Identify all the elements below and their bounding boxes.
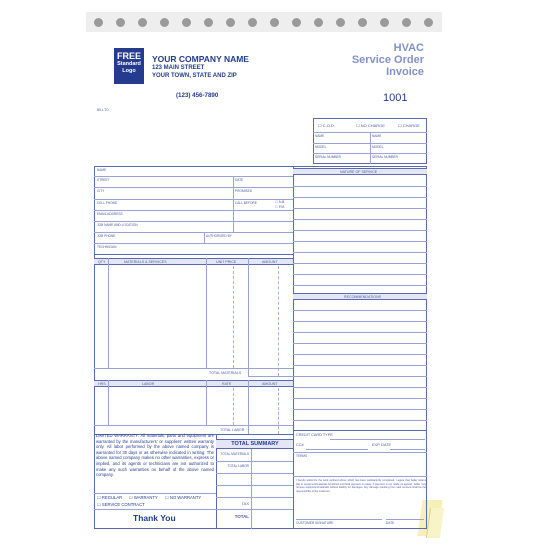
punch-hole <box>138 18 147 27</box>
service-contract-label: SERVICE CONTRACT <box>101 502 145 507</box>
ruled-line <box>293 263 427 264</box>
rule <box>94 509 216 510</box>
rule <box>313 143 427 144</box>
nature-of-service-header: NATURE OF SERVICE <box>340 170 378 174</box>
amount-header: AMOUNT <box>262 260 278 264</box>
cents-divider <box>278 266 279 376</box>
total-labor-label: TOTAL LABOR <box>220 428 245 432</box>
terms-label: TERMS <box>296 454 308 458</box>
punch-hole <box>380 18 389 27</box>
technician-label: TECHNICIAN <box>97 245 117 249</box>
company-phone: (123) 456-7890 <box>176 92 219 99</box>
authorization-text: I hereby authorize the work outlined above which has been satisfactorily completed. I agree that Seller retains title to equipment/materials furnished until final payment is made. If payment is not made as agreed, Seller may remove equipment/materials without liability for damages. Any damage resulting from said removal shall be the responsibility of the customer. <box>296 479 426 493</box>
customer-signature-label: CUSTOMER SIGNATURE <box>296 521 334 525</box>
job-phone-label: JOB PHONE <box>97 234 116 238</box>
total-summary-title: TOTAL SUMMARY <box>231 441 279 447</box>
pm-label: P.M. <box>278 205 285 209</box>
ruled-line <box>293 197 427 198</box>
pm-checkbox[interactable]: ☐ P.M. <box>275 205 285 209</box>
punch-hole <box>270 18 279 27</box>
rule <box>94 176 293 177</box>
invoice-number: 1001 <box>383 92 408 104</box>
am-label: A.M. <box>278 200 286 204</box>
job-name-label: JOB NAME AND LOCATION <box>97 223 138 227</box>
rule <box>216 473 293 474</box>
rule <box>248 376 293 377</box>
limited-warranty-text: LIMITED WARRANTY: All materials, parts and equipment are warranted by the manufacturers' or suppliers' written warranty only. All labor performed by the above named company is warranted for 30 days or as otherwise indicated in writing. The above named company makes no other warranties, express or implied, and its agents or technicians are not authorized to make any such warranties on behalf of the above named company. <box>96 433 214 478</box>
credit-card-type-label: CREDIT CARD TYPE <box>296 433 333 437</box>
punch-hole <box>402 18 411 27</box>
punch-hole <box>248 18 257 27</box>
punch-hole <box>358 18 367 27</box>
form-title-line2: Service Order <box>351 54 424 66</box>
punch-hole <box>204 18 213 27</box>
rate-header: RATE <box>222 382 232 386</box>
call-before-label: CALL BEFORE <box>235 201 257 205</box>
labor-amount-header: AMOUNT <box>262 382 278 386</box>
form-title-line1: HVAC <box>393 42 424 54</box>
cents-divider <box>278 388 279 434</box>
equipment-model-label-2: MODEL <box>372 145 384 149</box>
rule <box>293 476 427 477</box>
ruled-line <box>293 365 427 366</box>
city-label: CITY <box>97 189 105 193</box>
rule <box>216 461 293 462</box>
rule <box>293 452 427 453</box>
charge-label: CHARGE <box>402 123 420 128</box>
company-street: 123 MAIN STREET <box>152 65 205 71</box>
company-name: YOUR COMPANY NAME <box>152 54 249 64</box>
rule <box>313 153 427 154</box>
rule <box>94 254 293 255</box>
bill-to-label: BILL TO <box>97 108 109 112</box>
no-charge-checkbox[interactable]: ☐ NO CHARGE <box>356 123 385 128</box>
qty-header: QTY <box>98 260 106 264</box>
summary-tax: TAX <box>241 501 249 506</box>
thank-you-text: Thank You <box>133 513 176 523</box>
regular-checkbox[interactable]: ☐ REGULAR <box>97 495 123 500</box>
rule <box>370 132 371 164</box>
ruled-line <box>293 332 427 333</box>
ruled-line <box>293 252 427 253</box>
rule <box>94 425 293 426</box>
customer-name-label: NAME <box>97 168 107 172</box>
ruled-line <box>293 208 427 209</box>
ruled-line <box>293 321 427 322</box>
rule <box>248 258 249 376</box>
ruled-line <box>293 398 427 399</box>
equipment-name-label: NAME <box>315 134 325 138</box>
cents-divider <box>233 388 234 425</box>
no-warranty-checkbox[interactable]: ☐ NO WARRANTY <box>165 495 202 500</box>
charge-checkbox[interactable]: ☐ CHARGE <box>398 123 420 128</box>
summary-total: TOTAL <box>234 514 249 519</box>
ruled-line <box>293 186 427 187</box>
promised-label: PROMISED <box>235 189 253 193</box>
regular-label: REGULAR <box>101 495 123 500</box>
signature-date-line <box>386 519 424 520</box>
logo-line-logo: Logo <box>122 68 136 74</box>
column-divider <box>293 166 294 529</box>
no-charge-label: NO CHARGE <box>360 123 385 128</box>
ruled-line <box>293 409 427 410</box>
rule <box>94 232 293 233</box>
ruled-line <box>293 241 427 242</box>
punch-hole <box>94 18 103 27</box>
authorized-by-label: AUTHORIZED BY <box>206 234 232 238</box>
form-title-line3: Invoice <box>386 66 424 78</box>
date-label: DATE <box>235 178 244 182</box>
email-label: EMAIL ADDRESS <box>97 212 123 216</box>
company-city: YOUR TOWN, STATE AND ZIP <box>152 73 237 79</box>
rule <box>94 493 216 494</box>
company-logo <box>114 48 144 84</box>
ruled-line <box>293 285 427 286</box>
equipment-serial-label-2: SERIAL NUMBER <box>372 155 398 159</box>
service-contract-checkbox[interactable]: ☐ SERVICE CONTRACT <box>97 502 145 507</box>
no-warranty-label: NO WARRANTY <box>169 495 202 500</box>
credit-card-type-line <box>330 439 425 440</box>
cc-number-line <box>306 449 368 450</box>
rule <box>204 232 205 243</box>
punch-hole <box>292 18 301 27</box>
rule <box>216 485 293 486</box>
cell-phone-label: CELL PHONE <box>97 201 118 205</box>
rule <box>206 380 207 425</box>
punch-hole <box>424 18 433 27</box>
logo-line-free: FREE <box>116 51 141 61</box>
ruled-line <box>293 343 427 344</box>
cod-label: C.O.D. <box>322 123 335 128</box>
unit-price-header: UNIT PRICE <box>216 260 237 264</box>
rule <box>94 187 293 188</box>
equipment-name-label-2: NAME <box>372 134 382 138</box>
punch-hole <box>336 18 345 27</box>
total-materials-label: TOTAL MATERIALS <box>209 371 242 375</box>
rule <box>94 210 293 211</box>
exp-date-label: EXP. DATE <box>372 443 392 447</box>
rule <box>233 176 234 232</box>
hrs-header: HRS. <box>98 382 107 386</box>
exp-date-line <box>390 449 425 450</box>
warranty-checkbox[interactable]: ☐ WARRANTY <box>129 495 158 500</box>
recommendations-header: RECOMMENDATIONS <box>344 295 382 299</box>
signature-line <box>296 519 382 520</box>
warranty-label: WARRANTY <box>133 495 158 500</box>
street-label: STREET <box>97 178 110 182</box>
rule <box>94 243 293 244</box>
ruled-line <box>293 420 427 421</box>
ruled-line <box>293 376 427 377</box>
materials-header: MATERIALS & SERVICES <box>124 260 167 264</box>
am-checkbox[interactable]: ☐ A.M. <box>275 200 286 204</box>
equipment-serial-label: SERIAL NUMBER <box>315 155 341 159</box>
rule <box>108 380 109 425</box>
cc-number-label: CC# <box>296 443 304 447</box>
punch-hole <box>182 18 191 27</box>
ruled-line <box>293 354 427 355</box>
rule <box>108 258 109 368</box>
rule <box>206 258 207 368</box>
rule <box>216 509 293 510</box>
rule <box>216 497 293 498</box>
equipment-model-label: MODEL <box>315 145 327 149</box>
cod-checkbox[interactable]: ☐ C.O.D. <box>318 123 335 128</box>
summary-total-labor: TOTAL LABOR <box>227 464 249 468</box>
ruled-line <box>293 219 427 220</box>
labor-header: LABOR <box>142 382 155 386</box>
punch-hole <box>314 18 323 27</box>
rule <box>293 430 427 431</box>
punch-hole <box>226 18 235 27</box>
rule <box>94 368 293 369</box>
summary-total-materials: TOTAL MATERIALS <box>220 452 249 456</box>
rule <box>94 221 293 222</box>
ruled-line <box>293 274 427 275</box>
punch-hole <box>160 18 169 27</box>
punch-hole <box>116 18 125 27</box>
ruled-line <box>293 230 427 231</box>
cents-divider <box>233 266 234 368</box>
rule <box>94 199 293 200</box>
signature-date-label: DATE <box>386 521 395 525</box>
logo-line-standard: Standard <box>117 61 141 67</box>
ruled-line <box>293 387 427 388</box>
ruled-line <box>293 310 427 311</box>
